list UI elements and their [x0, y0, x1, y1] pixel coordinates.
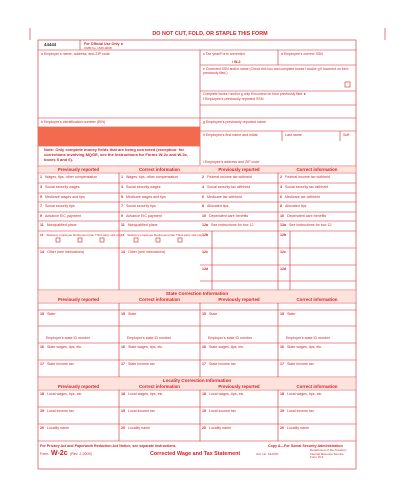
row-7-corr: 7 Social security tips [121, 204, 156, 208]
state-id-a: Employer's state ID number [46, 336, 91, 340]
state-17-c: 17 State income tax [202, 362, 236, 366]
box-e2-label: Complete boxes f and/or g only if incorrect on form previously filed ► [203, 92, 307, 96]
state-17-a: 17 State income tax [40, 362, 74, 366]
state-id-b: Employer's state ID number [127, 336, 172, 340]
row-12b-corr: 12b [280, 233, 287, 237]
row-12a-corr: 12a See instructions for box 12 [280, 223, 332, 227]
row-12a-prev: 12a See instructions for box 12 [202, 223, 254, 227]
shaded-block [38, 127, 200, 146]
loc-19-c: 19 Local income tax [202, 409, 236, 413]
locality-section-title: Locality Correction Information [162, 378, 232, 383]
row-13-corr: 13 Statutory employee Retirement plan Third-party sick pay [121, 233, 203, 237]
box-a-label: a Employer's name, address, and ZIP code [41, 52, 110, 56]
box-f-label: f Employee's previously reported SSN [203, 97, 264, 101]
loc-19-b: 19 Local income tax [121, 409, 155, 413]
privacy-notice: For Privacy Act and Paperwork Reduction Act Notice, see separate instructions. [40, 444, 177, 448]
state-15-c: 15 State [202, 312, 218, 316]
footer-form-number: Form W-3 [310, 455, 324, 459]
footer-w2c: W-2c [51, 450, 68, 457]
row-10-corr: 10 Dependent care benefits [280, 214, 327, 218]
row-9-prev: 9 Advance EIC payment [40, 214, 81, 218]
state-15-a: 15 State [40, 312, 56, 316]
state-id-c: Employer's state ID number [208, 336, 253, 340]
footer-title: Corrected Wage and Tax Statement [150, 451, 241, 457]
row-14-prev: 14 Other (see instructions) [40, 250, 85, 254]
state-15-b: 15 State [121, 312, 137, 316]
row-5-prev: 5 Medicare wages and tips [40, 195, 85, 199]
state-16-c: 16 State wages, tips, etc. [202, 345, 245, 349]
row-2-prev: 2 Federal income tax withheld [202, 175, 252, 179]
state-col-corr-1: Correct information [139, 297, 180, 302]
loc-18-a: 18 Local wages, tips, etc. [40, 392, 83, 396]
row-12c-corr: 12c [280, 250, 286, 254]
loc-20-d: 20 Locality name [280, 426, 310, 430]
col-prev-left: Previously reported [57, 167, 100, 172]
loc-col-prev-2: Previously reported [218, 384, 260, 389]
loc-col-corr-1: Correct information [139, 384, 180, 389]
note-text: Note: Only complete money fields that are being corrected (exception: for corrections involving MQGE, see the Instructions for Forms W-2c and W-3c, boxes 5 and 6). [44, 147, 189, 162]
state-17-b: 17 State income tax [121, 362, 155, 366]
row-13-prev: 13 Statutory employee Retirement plan Third-party sick pay [40, 233, 122, 237]
loc-19-a: 19 Local income tax [40, 409, 74, 413]
box-c-label: c Tax year/Form corrected [203, 52, 245, 56]
box-h-label: h Employee's first name and initial [203, 133, 258, 137]
loc-20-a: 20 Locality name [40, 426, 70, 430]
loc-col-corr-2: Correct information [296, 384, 338, 389]
copy-a-label: Copy A—For Social Security Administration [268, 444, 343, 448]
row-4-prev: 4 Social security tax withheld [202, 185, 251, 189]
official-use-label: For Official Use Only ► [84, 42, 125, 46]
row-2-corr: 2 Federal income tax withheld [280, 175, 330, 179]
top-notice: DO NOT CUT, FOLD, OR STAPLE THIS FORM [152, 31, 268, 37]
row-11-corr: 11 Nonqualified plans [121, 223, 158, 227]
row-5-corr: 5 Medicare wages and tips [121, 195, 166, 199]
row-3-corr: 3 Social security wages [121, 185, 161, 189]
loc-20-b: 20 Locality name [121, 426, 151, 430]
state-col-corr-2: Correct information [296, 297, 338, 302]
row-8-corr: 8 Allocated tips [280, 204, 307, 208]
loc-18-b: 18 Local wages, tips, etc. [121, 392, 164, 396]
state-16-d: 16 State wages, tips, etc. [280, 345, 323, 349]
row-3-prev: 3 Social security wages [40, 185, 80, 189]
loc-col-prev-1: Previously reported [57, 384, 100, 389]
box-g-label: g Employee's previously reported name [203, 120, 267, 124]
row-7-prev: 7 Social security tips [40, 204, 75, 208]
box-d-label: d Employee's correct SSN [281, 52, 323, 56]
loc-18-c: 18 Local wages, tips, etc. [202, 392, 245, 396]
footer-dept: Department of the Treasury [310, 448, 347, 452]
suffix-label: Suff. [343, 133, 351, 137]
row-12b-prev: 12b [202, 233, 209, 237]
state-col-prev-1: Previously reported [57, 297, 100, 302]
footer-cat: Cat. No. 61437D [256, 452, 279, 456]
last-name-label: Last name [285, 133, 302, 137]
col-prev-right: Previously reported [218, 167, 260, 172]
box-b-label: b Employer's identification number (EIN) [41, 120, 106, 124]
row-1-corr: 1 Wages, tips, other compensation [121, 175, 179, 179]
row-11-prev: 11 Nonqualified plans [40, 223, 77, 227]
state-17-d: 17 State income tax [280, 362, 314, 366]
loc-18-d: 18 Local wages, tips, etc. [280, 392, 323, 396]
row-8-prev: 8 Allocated tips [202, 204, 229, 208]
row-1-prev: 1 Wages, tips, other compensation [40, 175, 98, 179]
footer-form-word: Form [40, 452, 49, 456]
box-i-label: i Employee's address and ZIP code [203, 160, 260, 164]
row-12c-prev: 12c [202, 250, 208, 254]
control-code: 44444 [44, 42, 57, 47]
footer-irs: Internal Revenue Service [310, 451, 344, 456]
col-corr-left: Correct information [139, 167, 180, 172]
row-12d-corr: 12d [280, 267, 287, 271]
col-corr-right: Correct information [296, 167, 338, 172]
row-6-prev: 6 Medicare tax withheld [202, 195, 242, 199]
state-15-d: 15 State [280, 312, 296, 316]
omb-number: OMB No. 1545-0008 [84, 46, 112, 50]
state-col-prev-2: Previously reported [218, 297, 260, 302]
state-16-a: 16 State wages, tips, etc. [40, 345, 83, 349]
row-12d-prev: 12d [202, 267, 209, 271]
row-4-corr: 4 Social security tax withheld [280, 185, 329, 189]
state-16-b: 16 State wages, tips, etc. [121, 345, 164, 349]
footer-rev: (Rev. 2-2009) [70, 452, 92, 456]
row-9-corr: 9 Advance EIC payment [121, 214, 162, 218]
row-14-corr: 14 Other (see instructions) [121, 250, 166, 254]
row-10-prev: 10 Dependent care benefits [202, 214, 249, 218]
box-e-label: e Corrected SSN and/or name (Check this box and complete boxes f and/or g if incorrect on form previously filed.) [203, 67, 349, 75]
state-id-d: Employer's state ID number [286, 336, 331, 340]
state-section-title: State Correction Information [165, 291, 229, 296]
loc-19-d: 19 Local income tax [280, 409, 314, 413]
form-w2-ref: / W-2 [232, 60, 241, 64]
loc-20-c: 20 Locality name [202, 426, 232, 430]
row-6-corr: 6 Medicare tax withheld [280, 195, 320, 199]
